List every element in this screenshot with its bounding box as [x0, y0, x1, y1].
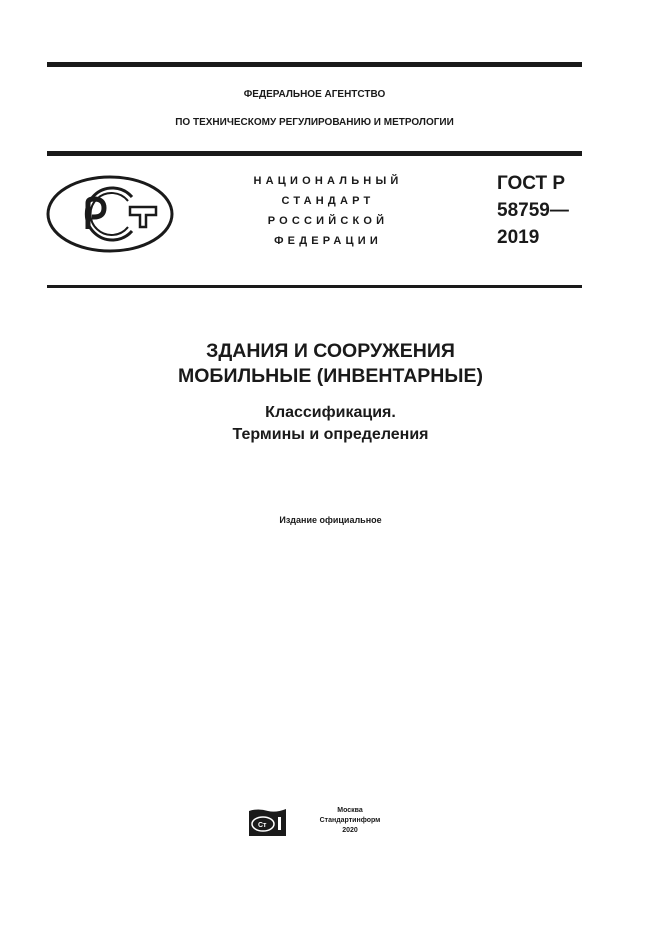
publisher-city: Москва — [337, 807, 363, 814]
svg-text:Ст: Ст — [258, 822, 267, 829]
natstd-line: СТАНДАРТ — [281, 195, 375, 207]
document-title — [47, 339, 614, 389]
natstd-line: НАЦИОНАЛЬНЫЙ — [253, 175, 403, 187]
agency-line-1: ФЕДЕРАЛЬНОЕ АГЕНТСТВО — [243, 89, 386, 100]
publisher-name: Стандартинформ — [319, 817, 381, 824]
standartinform-logo-icon — [248, 807, 288, 837]
middle-rule — [47, 151, 582, 156]
document-subtitle — [47, 402, 614, 446]
title-line: МОБИЛЬНЫЕ (ИНВЕНТАРНЫЕ) — [178, 365, 483, 387]
top-rule — [47, 62, 582, 67]
designation-line: 2019 — [497, 227, 540, 248]
subtitle-line: Классификация. — [265, 404, 396, 421]
title-line: ЗДАНИЯ И СООРУЖЕНИЯ — [206, 340, 455, 362]
natstd-line: РОССИЙСКОЙ — [267, 215, 389, 227]
gost-rst-logo-icon — [46, 175, 174, 253]
publisher-imprint — [300, 806, 400, 836]
standard-designation — [497, 170, 569, 251]
national-standard-label — [228, 171, 428, 251]
agency-line-2: ПО ТЕХНИЧЕСКОМУ РЕГУЛИРОВАНИЮ И МЕТРОЛОГИИ — [175, 117, 454, 128]
subtitle-line: Термины и определения — [232, 426, 429, 443]
publisher-year: 2020 — [342, 827, 358, 834]
natstd-line: ФЕДЕРАЦИИ — [274, 235, 382, 247]
designation-line: 58759— — [497, 200, 569, 221]
designation-line: ГОСТ Р — [497, 173, 566, 194]
edition-label: Издание официальное — [279, 515, 382, 525]
bottom-rule — [47, 285, 582, 288]
